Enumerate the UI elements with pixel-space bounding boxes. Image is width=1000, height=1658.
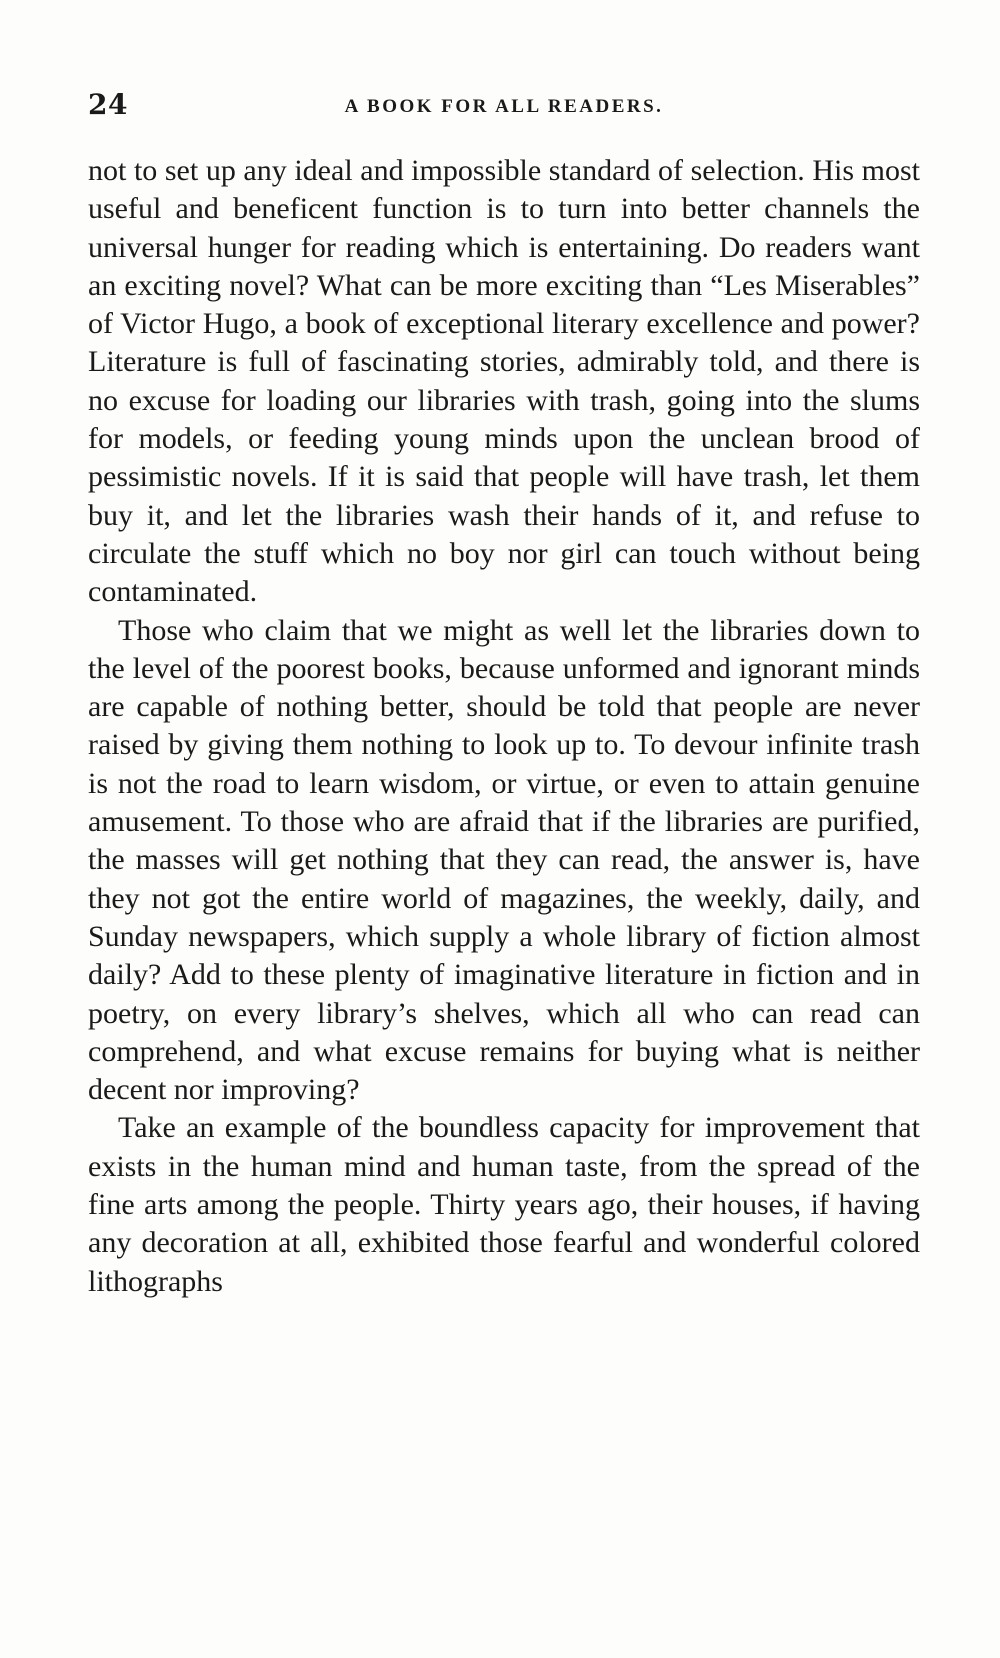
paragraph: Take an example of the boundless capacity for improvement that exists in the human mind and human taste, from the spread of the fine arts among the people. Thirty years ago, their houses, if having any decoration at all, exhibited those fearful and wonderful colored lithographs (88, 1111, 920, 1298)
body-text (88, 152, 920, 1301)
page-header (88, 88, 920, 128)
paragraph: Those who claim that we might as well let the libraries down to the level of the poorest books, because unformed and ignorant minds are capable of nothing better, should be told that people are never raised by giving them nothing to look up to. To devour infinite trash is not the road to learn wisdom, or virtue, or even to attain genuine amusement. To those who are afraid that if the libraries are purified, the masses will get nothing that they can read, the answer is, have they not got the entire world of magazines, the weekly, daily, and Sunday newspapers, which supply a whole library of fiction almost daily? Add to these plenty of imaginative literature in fiction and in poetry, on every library’s shelves, which all who can read can comprehend, and what excuse remains for buying what is neither decent nor improving? (88, 613, 920, 1107)
page-number: 24 (88, 88, 128, 121)
paragraph-continued: not to set up any ideal and impossible standard of selection. His most useful and beneficent function is to turn into better channels the universal hunger for reading which is entertaining. Do readers want an exciting novel? What can be more exciting than “Les Miserables” of Victor Hugo, a book of exceptional literary excellence and power? Literature is full of fascinating stories, admirably told, and there is no excuse for loading our libraries with trash, going into the slums for models, or feeding young minds upon the unclean brood of pessimistic novels. If it is said that people will have trash, let them buy it, and let the libraries wash their hands of it, and refuse to circulate the stuff which no boy nor girl can touch without being contaminated. (88, 154, 920, 609)
running-title: A BOOK FOR ALL READERS. (344, 96, 664, 117)
